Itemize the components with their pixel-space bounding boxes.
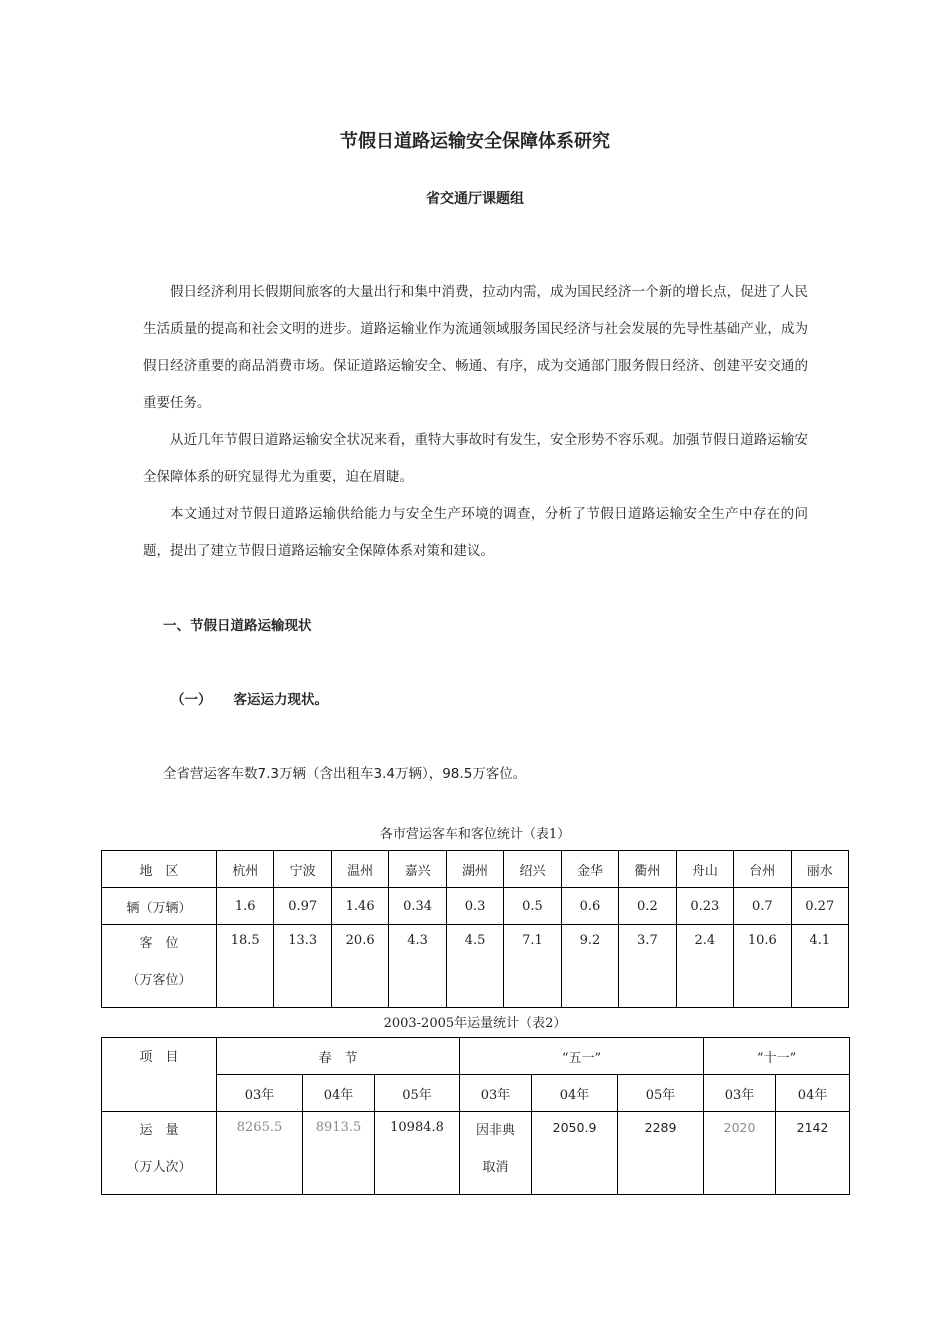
table-row bbox=[102, 1038, 850, 1075]
paragraph-2 bbox=[143, 422, 808, 496]
table-row bbox=[102, 888, 849, 925]
table-cell: 9.2 bbox=[561, 925, 618, 1008]
row-label-unit: （万客位） bbox=[126, 973, 192, 988]
table-cell: 2050.9 bbox=[532, 1112, 618, 1195]
table-cell: 05年 bbox=[375, 1075, 460, 1112]
row-label: 运 量 bbox=[139, 1123, 179, 1138]
table-cell: 2289 bbox=[618, 1112, 704, 1195]
table-cell: 04年 bbox=[776, 1075, 850, 1112]
table-cell: 0.97 bbox=[274, 888, 331, 925]
table-cell: 温州 bbox=[331, 851, 388, 888]
table-cell: 杭州 bbox=[217, 851, 274, 888]
table-cell: 8913.5 bbox=[303, 1112, 375, 1195]
stat-taxis: 3.4 bbox=[373, 766, 395, 782]
table-cell: 3.7 bbox=[619, 925, 676, 1008]
subsection-title: 客运运力现状。 bbox=[233, 692, 328, 708]
table-cell: 03年 bbox=[217, 1075, 303, 1112]
table-cell: 2142 bbox=[776, 1112, 850, 1195]
table-cell: 10984.8 bbox=[375, 1112, 460, 1195]
table-cell: 2020 bbox=[704, 1112, 776, 1195]
table-cell: 03年 bbox=[460, 1075, 532, 1112]
table-cell: 宁波 bbox=[274, 851, 331, 888]
row-label-unit: （万人次） bbox=[126, 1160, 192, 1175]
table2 bbox=[101, 1037, 850, 1195]
document-author: 省交通厅课题组 bbox=[426, 191, 524, 207]
table-cell: 0.5 bbox=[504, 888, 561, 925]
table-cell: 4.3 bbox=[389, 925, 446, 1008]
document-title: 节假日道路运输安全保障体系研究 bbox=[340, 131, 610, 152]
fleet-statistics bbox=[163, 762, 526, 782]
cancel-note-2: 取消 bbox=[482, 1160, 509, 1175]
table-cell: 0.27 bbox=[791, 888, 848, 925]
paragraph-text: 从近几年节假日道路运输安全状况来看，重特大事故时有发生，安全形势不容乐观。加强节假日道路运输安全保障体系的研究显得尤为重要，迫在眉睫。 bbox=[143, 432, 808, 485]
table-cell bbox=[102, 1112, 217, 1195]
paragraph-text: 假日经济利用长假期间旅客的大量出行和集中消费，拉动内需，成为国民经济一个新的增长点，促进了人民生活质量的提高和社会文明的进步。道路运输业作为流通领域服务国民经济与社会发展的先导性基础产业，成为假日经济重要的商品消费市场。保证道路运输安全、畅通、有序，成为交通部门服务假日经济、创建平安交通的重要任务。 bbox=[143, 284, 808, 411]
stat-vehicles: 7.3 bbox=[257, 766, 279, 782]
table-cell: 1.46 bbox=[331, 888, 388, 925]
table-cell: 0.23 bbox=[676, 888, 733, 925]
paragraph-1 bbox=[143, 274, 808, 422]
cancel-note: 因非典 bbox=[476, 1123, 516, 1138]
table-cell: 地 区 bbox=[102, 851, 217, 888]
table-cell: 绍兴 bbox=[504, 851, 561, 888]
table1 bbox=[101, 850, 849, 1008]
table-cell: 辆（万辆） bbox=[102, 888, 217, 925]
table-cell: 舟山 bbox=[676, 851, 733, 888]
table-cell: 13.3 bbox=[274, 925, 331, 1008]
table-cell: 7.1 bbox=[504, 925, 561, 1008]
stat-mid1: 万辆（含出租车 bbox=[278, 766, 374, 782]
table-cell: 0.3 bbox=[446, 888, 503, 925]
table-cell: 0.7 bbox=[734, 888, 791, 925]
table-cell: 04年 bbox=[532, 1075, 618, 1112]
table-cell: 10.6 bbox=[734, 925, 791, 1008]
table-cell bbox=[460, 1112, 532, 1195]
stat-prefix: 全省营运客车数 bbox=[163, 766, 258, 782]
table-cell: 春 节 bbox=[217, 1038, 460, 1075]
table-cell: “五一” bbox=[460, 1038, 704, 1075]
table-cell: 湖州 bbox=[446, 851, 503, 888]
table-cell: 4.5 bbox=[446, 925, 503, 1008]
table-cell: 04年 bbox=[303, 1075, 375, 1112]
table-cell: 2.4 bbox=[676, 925, 733, 1008]
table-cell: 0.34 bbox=[389, 888, 446, 925]
paragraph-3 bbox=[143, 496, 808, 570]
table-cell: 嘉兴 bbox=[389, 851, 446, 888]
table-row bbox=[102, 851, 849, 888]
table-cell: 1.6 bbox=[217, 888, 274, 925]
paragraph-text: 本文通过对节假日道路运输供给能力与安全生产环境的调查，分析了节假日道路运输安全生产中存在的问题，提出了建立节假日道路运输安全保障体系对策和建议。 bbox=[143, 506, 808, 559]
section-heading: 一、节假日道路运输现状 bbox=[163, 618, 312, 634]
table-row bbox=[102, 925, 849, 1008]
subsection-heading bbox=[171, 688, 328, 708]
table-cell: 台州 bbox=[734, 851, 791, 888]
table-cell: 丽水 bbox=[791, 851, 848, 888]
table-cell: 4.1 bbox=[791, 925, 848, 1008]
table-cell bbox=[102, 925, 217, 1008]
stat-seats: 98.5 bbox=[442, 766, 473, 782]
table-row bbox=[102, 1112, 850, 1195]
table2-caption: 2003-2005年运量统计（表2） bbox=[383, 1016, 567, 1031]
table-cell: 20.6 bbox=[331, 925, 388, 1008]
table-cell: 03年 bbox=[704, 1075, 776, 1112]
stat-suffix: 万客位。 bbox=[472, 766, 527, 782]
table-cell: 项 目 bbox=[102, 1038, 217, 1112]
table-cell: 0.6 bbox=[561, 888, 618, 925]
subsection-number: （一） bbox=[171, 692, 212, 708]
table-cell: 05年 bbox=[618, 1075, 704, 1112]
table-cell: “十一” bbox=[704, 1038, 850, 1075]
table-cell: 金华 bbox=[561, 851, 618, 888]
table-cell: 衢州 bbox=[619, 851, 676, 888]
row-label: 客 位 bbox=[139, 936, 179, 951]
table-cell: 0.2 bbox=[619, 888, 676, 925]
table1-caption: 各市营运客车和客位统计（表1） bbox=[379, 827, 571, 842]
stat-mid2: 万辆）， bbox=[394, 766, 443, 782]
table-cell: 18.5 bbox=[217, 925, 274, 1008]
table-cell: 8265.5 bbox=[217, 1112, 303, 1195]
